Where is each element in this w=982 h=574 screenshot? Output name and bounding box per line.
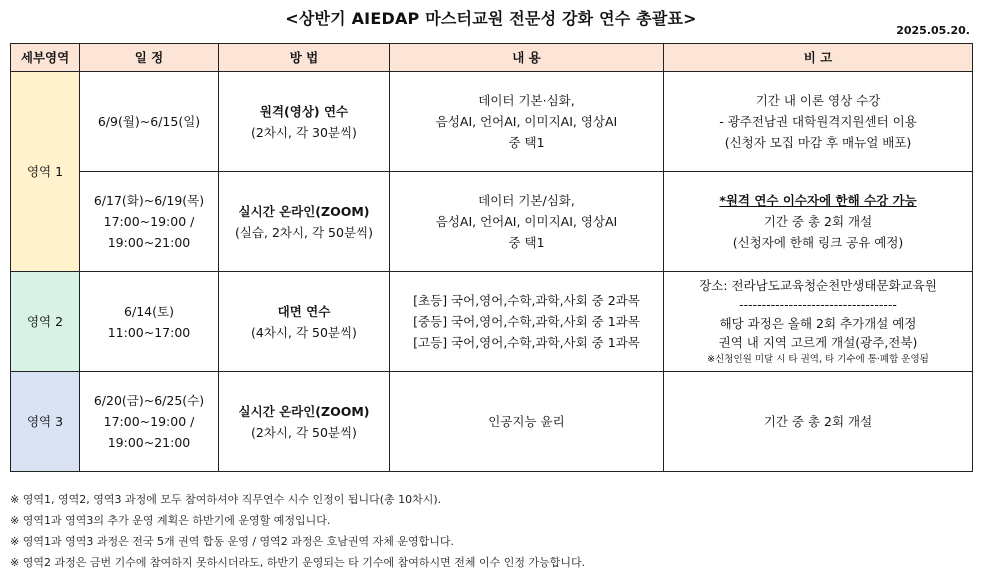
content-line: 음성AI, 언어AI, 이미지AI, 영상AI <box>435 114 618 129</box>
schedule-line: 6/17(화)~6/19(목) <box>93 193 205 208</box>
method-sub: (2차시, 각 50분씩) <box>251 424 357 440</box>
schedule-line: 17:00~19:00 / <box>103 414 195 429</box>
table-row <box>11 272 973 372</box>
header-content: 내 용 <box>390 44 664 72</box>
summary-table <box>10 43 973 472</box>
note-line: 해당 과정은 올해 2회 추가개설 예정 <box>719 316 917 331</box>
method-sub: (실습, 2차시, 각 50분씩) <box>234 224 373 240</box>
note-divider: ----------------------------------- <box>739 297 897 312</box>
schedule-cell <box>80 72 219 172</box>
content-cell <box>390 72 664 172</box>
method-sub: (2차시, 각 30분씩) <box>251 124 357 140</box>
schedule-line: 6/9(월)~6/15(일) <box>97 114 201 129</box>
footnotes <box>10 489 585 573</box>
schedule-cell <box>80 172 219 272</box>
note-line: 기간 내 이론 영상 수강 <box>755 93 881 108</box>
schedule-line: 17:00~19:00 / <box>103 214 195 229</box>
area-cell-2: 영역 2 <box>11 272 80 372</box>
note-emphasis: *원격 연수 이수자에 한해 수강 가능 <box>719 193 917 208</box>
schedule-cell <box>80 372 219 472</box>
note-cell <box>664 172 973 272</box>
header-method: 방 법 <box>219 44 390 72</box>
content-line: 데이터 기본·심화, <box>478 93 575 108</box>
method-cell <box>219 272 390 372</box>
content-block <box>413 290 640 353</box>
method-cell <box>219 372 390 472</box>
content-line: [중등] 국어,영어,수학,과학,사회 중 1과목 <box>413 314 640 329</box>
footnote: ※ 영역1, 영역2, 영역3 과정에 모두 참여하셔야 직무연수 시수 인정이 됩니다(총 10차시). <box>10 493 442 506</box>
header-schedule: 일 정 <box>80 44 219 72</box>
note-line: 장소: 전라남도교육청순천만생태문화교육원 <box>699 278 937 293</box>
content-line: [고등] 국어,영어,수학,과학,사회 중 1과목 <box>413 335 640 350</box>
method-title: 실시간 온라인(ZOOM) <box>238 403 370 419</box>
schedule-line: 11:00~17:00 <box>107 324 191 340</box>
footnote: ※ 영역1과 영역3의 추가 운영 계획은 하반기에 운영할 예정입니다. <box>10 514 331 527</box>
content-line: 데이터 기본/심화, <box>478 193 575 208</box>
footnote: ※ 영역1과 영역3 과정은 전국 5개 권역 합동 운영 / 영역2 과정은 호남권역 자체 운영합니다. <box>10 535 455 548</box>
method-title: 원격(영상) 연수 <box>259 103 349 119</box>
note-cell <box>664 272 973 372</box>
note-line: - 광주전남권 대학원격지원센터 이용 <box>719 114 917 129</box>
content-line: 인공지능 윤리 <box>488 414 565 429</box>
content-line: 음성AI, 언어AI, 이미지AI, 영상AI <box>435 214 618 229</box>
area-cell-3: 영역 3 <box>11 372 80 472</box>
note-small: ※신청인원 미달 시 타 권역, 타 기수에 통·폐합 운영됨 <box>707 354 929 365</box>
schedule-line: 19:00~21:00 <box>107 235 191 250</box>
schedule-line: 19:00~21:00 <box>107 435 191 450</box>
schedule-cell <box>80 272 219 372</box>
table-row <box>11 372 973 472</box>
note-cell <box>664 72 973 172</box>
method-title: 대면 연수 <box>277 303 331 319</box>
content-cell <box>390 372 664 472</box>
footnote: ※ 영역2 과정은 금번 기수에 참여하지 못하시더라도, 하반기 운영되는 타 기수에 참여하시면 전체 이수 인정 가능합니다. <box>10 556 586 569</box>
method-title: 실시간 온라인(ZOOM) <box>238 203 370 219</box>
table-header-row <box>11 44 973 72</box>
content-line: 중 택1 <box>508 235 545 250</box>
table-row <box>11 172 973 272</box>
content-line: [초등] 국어,영어,수학,과학,사회 중 2과목 <box>413 293 640 308</box>
content-cell <box>390 272 664 372</box>
area-cell-1: 영역 1 <box>11 72 80 272</box>
method-cell <box>219 172 390 272</box>
header-note: 비 고 <box>664 44 973 72</box>
note-line: 기간 중 총 2회 개설 <box>763 214 873 229</box>
content-line: 중 택1 <box>508 135 545 150</box>
method-sub: (4차시, 각 50분씩) <box>251 324 357 340</box>
header-area: 세부영역 <box>11 44 80 72</box>
note-line: 권역 내 지역 고르게 개설(광주,전북) <box>718 335 918 350</box>
schedule-line: 6/14(토) <box>124 303 174 319</box>
note-line: (신청자에 한해 링크 공유 예정) <box>732 235 904 250</box>
document-date: 2025.05.20. <box>896 24 970 37</box>
note-cell <box>664 372 973 472</box>
schedule-line: 6/20(금)~6/25(수) <box>93 393 205 408</box>
table-row <box>11 72 973 172</box>
page-title: <상반기 AIEDAP 마스터교원 전문성 강화 연수 총괄표> <box>285 9 697 28</box>
method-cell <box>219 72 390 172</box>
note-line: (신청자 모집 마감 후 매뉴얼 배포) <box>724 135 912 150</box>
note-line: 기간 중 총 2회 개설 <box>763 414 873 429</box>
content-cell <box>390 172 664 272</box>
